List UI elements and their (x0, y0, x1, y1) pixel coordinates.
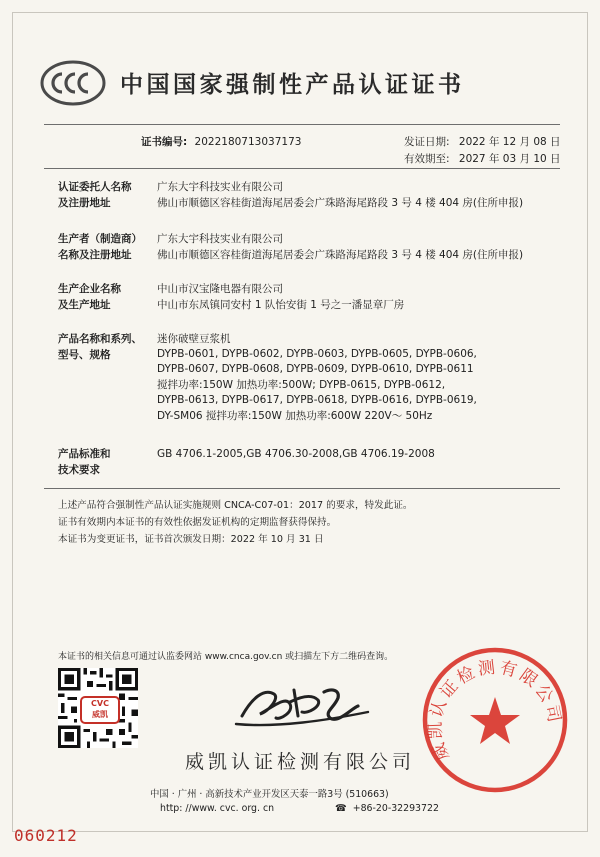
query-note: 本证书的相关信息可通过认监委网站 www.cnca.gov.cn 或扫描左下方二维码查询。 (58, 652, 394, 662)
manufacturer-name: 广东大宇科技实业有限公司 (157, 233, 283, 245)
factory-label-2: 及生产地址 (58, 299, 111, 311)
statement-2: 证书有效期内本证书的有效性依据发证机构的定期监督获得保持。 (58, 517, 337, 528)
phone-icon: ☎ (335, 803, 347, 814)
product-models (157, 347, 477, 424)
cvc-badge (80, 696, 120, 724)
ccc-logo-icon (40, 60, 106, 106)
standards-value: GB 4706.1-2005,GB 4706.30-2008,GB 4706.19-2008 (157, 448, 435, 460)
model-line: DYPB-0613, DYPB-0617, DYPB-0618, DYPB-0616, DYPB-0619, (157, 394, 477, 407)
issue-date-row (404, 134, 561, 149)
certificate-title: 中国国家强制性产品认证证书 (120, 72, 465, 98)
model-line: DY-SM06 搅拌功率:150W 加热功率:600W 220V～ 50Hz (157, 409, 433, 422)
statement-1: 上述产品符合强制性产品认证实施规则 CNCA-C07-01：2017 的要求，特发此证。 (58, 500, 413, 511)
cvc-badge-bottom: 威凯 (92, 710, 108, 719)
cert-number-row (141, 134, 301, 149)
product-name: 迷你破壁豆浆机 (157, 333, 231, 345)
company-seal (420, 645, 570, 795)
factory-label-1: 生产企业名称 (58, 283, 121, 295)
issuer-website[interactable]: http: //www. cvc. org. cn (160, 803, 275, 814)
standards-label-1: 产品标准和 (58, 448, 111, 460)
issuer-name: 威凯认证检测有限公司 (185, 751, 416, 773)
statement-divider (44, 488, 560, 489)
info-divider (44, 168, 560, 169)
valid-date-label: 有效期至: (404, 153, 450, 165)
applicant-name: 广东大宇科技实业有限公司 (157, 181, 283, 193)
seal-text: 威凯认证检测有限公司 (425, 657, 565, 764)
manufacturer-label-2: 名称及注册地址 (58, 249, 132, 261)
applicant-label-2: 及注册地址 (58, 197, 111, 209)
factory-name: 中山市汉宝隆电器有限公司 (157, 283, 283, 295)
issue-date-label: 发证日期: (404, 136, 450, 148)
factory-address: 中山市东凤镇同安村 1 队怡安街 1 号之一潘显章厂房 (157, 299, 405, 311)
product-label-1: 产品名称和系列、 (58, 333, 142, 345)
issuer-address: 中国 · 广州 · 高新技术产业开发区天泰一路3号 (510663) (150, 789, 389, 800)
serial-number: 060212 (14, 826, 78, 845)
model-line: 搅拌功率:150W 加热功率:500W; DYPB-0615, DYPB-0612, (157, 378, 446, 391)
issuer-phone: +86-20-32293722 (352, 803, 439, 814)
valid-date-row (404, 151, 561, 166)
statement-3: 本证书为变更证书，证书首次颁发日期：2022 年 10 月 31 日 (58, 534, 324, 545)
issuer-contact-row (160, 803, 439, 814)
applicant-address: 佛山市顺德区容桂街道海尾居委会广珠路海尾路段 3 号 4 楼 404 房(住所申报) (157, 197, 524, 209)
cert-number-label: 证书编号: (141, 136, 188, 148)
standards-label-2: 技术要求 (58, 464, 100, 476)
cert-number: 2022180713037173 (194, 136, 302, 148)
model-line: DYPB-0607, DYPB-0608, DYPB-0609, DYPB-0610, DYPB-0611 (157, 363, 474, 376)
cvc-badge-top: CVC (91, 699, 109, 708)
issue-date: 2022 年 12 月 08 日 (458, 136, 561, 148)
signature-icon (228, 668, 378, 738)
applicant-label-1: 认证委托人名称 (58, 181, 132, 193)
manufacturer-address: 佛山市顺德区容桂街道海尾居委会广珠路海尾路段 3 号 4 楼 404 房(住所申报) (157, 249, 524, 261)
title-divider (44, 124, 560, 125)
model-line: DYPB-0601, DYPB-0602, DYPB-0603, DYPB-0605, DYPB-0606, (157, 348, 477, 360)
seal-star-icon (470, 697, 520, 744)
manufacturer-label-1: 生产者（制造商） (58, 233, 142, 245)
product-label-2: 型号、规格 (58, 349, 111, 361)
valid-date: 2027 年 03 月 10 日 (458, 153, 561, 165)
